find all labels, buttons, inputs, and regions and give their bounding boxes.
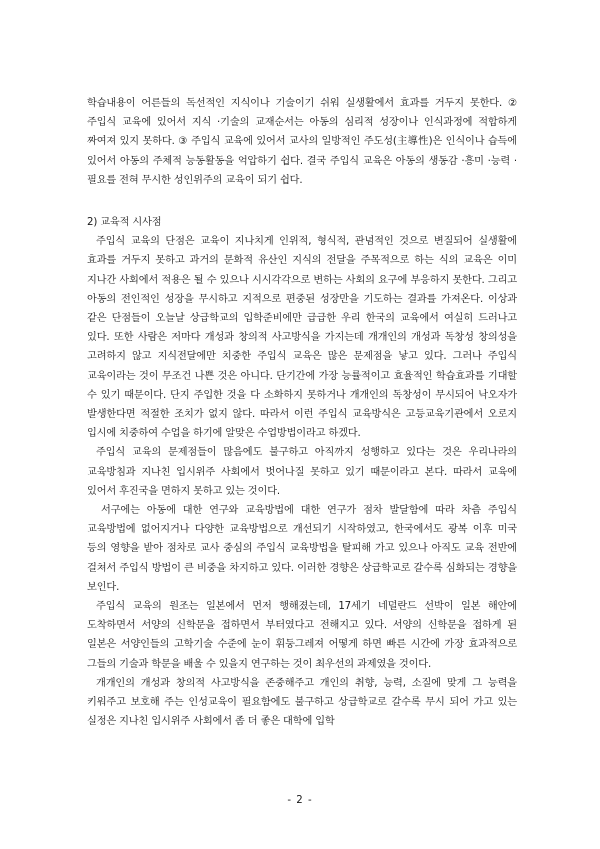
page-number: - 2 - [287, 795, 313, 806]
paragraph-continuation: 학습내용이 어른들의 독선적인 지식이나 기술이기 쉬워 실생활에서 효과를 거두지 못한다. ② 주입식 교육에 있어서 지식 ·기술의 교재순서는 아동의 심리적 성장이나 인식과정에 적합하게 짜여져 있지 못하다. ③ 주입식 교육에 있어서 교사의 일방적인 주도성(主導性)은 인식이나 습득에 있어서 아동의 주체적 능동활동을 억압하기 쉽다. 결국 주입식 교육은 아동의 생동감 ·흥미 ·능력 ·필요를 전혀 무시한 성인위주의 교육이 되기 쉽다. [87, 98, 517, 186]
paragraph-prevalence: 주입식 교육의 문제점들이 많음에도 불구하고 아직까지 성행하고 있다는 것은 우리나라의 교육방침과 지나친 입시위주 사회에서 벗어나질 못하고 있기 때문이라고 본다. 따라서 교육에 있어서 후진국을 면하지 못하고 있는 것이다. [87, 447, 517, 497]
paragraph-disadvantages: 주입식 교육의 단점은 교육이 지나치게 인위적, 형식적, 관념적인 것으로 변질되어 실생활에 효과를 거두지 못하고 과거의 문화적 유산인 지식의 전달을 주목적으로 하는 식의 교육은 이미 지나간 사회에서 적용은 될 수 있으나 시시각각으로 변하는 사회의 요구에 부응하지 못한다. 그리고 아동의 전인적인 성장을 무시하고 지적으로 편중된 성장만을 기도하는 결과를 가져온다. 이상과 같은 단점들이 오늘날 상급학교의 입학준비에만 급급한 우리 한국의 교육에서 여실히 드러나고 있다. 또한 사람은 저마다 개성과 창의적 사고방식을 가지는데 개개인의 개성과 독창성 창의성을 고려하지 않고 지식전달에만 치중한 주입식 교육은 많은 문제점을 낳고 있다. 그러나 주입식 교육이라는 것이 무조건 나쁜 것은 아니다. 단기간에 가장 능률적이고 효율적인 학습효과를 기대할 수 있기 때문이다. 단지 주입한 것을 다 소화하지 못하거나 개개인의 독창성이 무시되어 낙오자가 발생한다면 적절한 조치가 없지 않다. 따라서 이런 주입식 교육방식은 고등교육기관에서 오로지 입시에 치중하여 수업을 하기에 알맞은 수업방법이라고 하겠다. [87, 236, 517, 440]
document-body [87, 94, 517, 732]
paragraph-personality-education: 개개인의 개성과 창의적 사고방식을 존중해주고 개인의 취향, 능력, 소질에 맞게 그 능력을 키워주고 보호해 주는 인성교육이 필요함에도 불구하고 상급학교로 갈수록 무시 되어 가고 있는 실정은 지나친 입시위주 사회에서 좀 더 좋은 대학에 입학 [87, 677, 517, 728]
section-heading: 2) 교육적 시사점 [87, 217, 162, 229]
paragraph-origin-japan: 주입식 교육의 원조는 일본에서 먼저 행해졌는데, 17세기 네덜란드 선박이 일본 해안에 도착하면서 서양의 신학문을 접하면서 부터였다고 전해지고 있다. 서양의 신학문을 접하게 된 일본은 서양인들의 고학기술 수준에 눈이 휘둥그레져 어떻게 하면 빠른 시간에 가장 효과적으로 그들의 기술과 학문을 배울 수 있을지 연구하는 것이 최우선의 과제였을 것이다. [87, 601, 517, 670]
paragraph-western-trend: 서구에는 아동에 대한 연구와 교육방법에 대한 연구가 점차 발달함에 따라 차츰 주입식 교육방법에 없어지거나 다양한 교육방법으로 개선되기 시작하였고, 한국에서도 광복 이후 미국 등의 영향을 받아 점차로 교사 중심의 주입식 교육방법을 탈피해 가고 있으나 아직도 교육 전반에 걸쳐서 주입식 방법이 큰 비중을 차지하고 있다. 이러한 경향은 상급학교로 갈수록 심화되는 경향을 보인다. [87, 505, 517, 593]
